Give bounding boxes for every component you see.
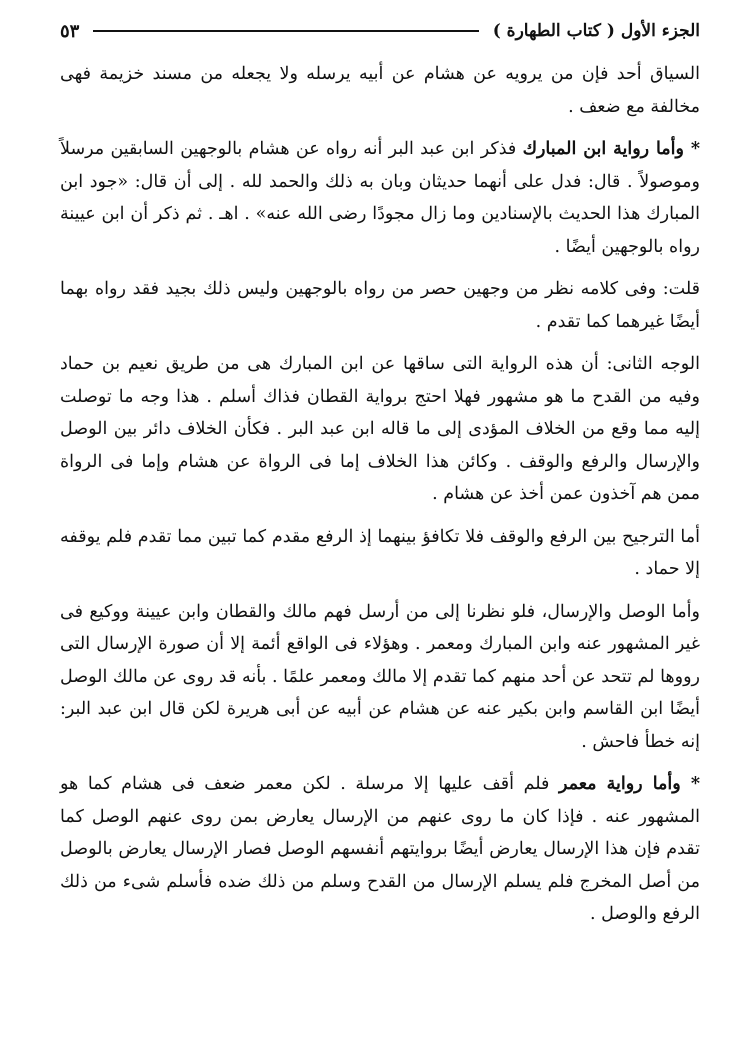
paragraph: [60, 273, 700, 338]
paragraph: [60, 521, 700, 586]
paragraph: [60, 133, 700, 263]
paragraph-text: أما الترجيح بين الرفع والوقف فلا تكافؤ بينهما إذ الرفع مقدم كما تبين مما تقدم فلم يوقفه إلا حماد .: [60, 526, 700, 579]
paragraph: [60, 348, 700, 511]
running-title: الجزء الأول ( كتاب الطهارة ): [492, 21, 700, 41]
book-page: [60, 14, 700, 931]
paragraph-lead: * وأما رواية ابن المبارك: [522, 139, 700, 159]
paragraph: [60, 768, 700, 931]
page-number: ٥٣: [60, 20, 80, 42]
paragraph-text: وأما الوصل والإرسال، فلو نظرنا إلى من أرسل فهم مالك والقطان وابن عيينة ووكيع فى غير المشهور عنه وابن المبارك ومعمر . وهؤلاء فى الواقع أئمة إلا أن صورة الإرسال التى رووها لم تتحد عن أحد منهم كما تقدم إلا مالك ومعمر علمًا . بأنه قد روى عن مالك الوصل أيضًا ابن القاسم وابن بكير عنه عن هشام عن أبيه عن أبى هريرة لكن قال ابن عبد البر: إنه خطأ فاحش .: [60, 601, 700, 752]
paragraph-text: فلم أقف عليها إلا مرسلة . لكن معمر ضعف فى هشام كما هو المشهور عنه . فإذا كان ما روى عنهم من الإرسال يعارض بمن روى عنهم الوصل كما تقدم فإن هذا الإرسال يعارض أيضًا بروايتهم أنفسهم الوصل فصار الإرسال يعارض بالوصل من أصل المخرج فلم يسلم الإرسال من القدح وسلم من ذلك ضده فأسلم شىء من ذلك الرفع والوصل .: [60, 774, 700, 924]
paragraph-text: السياق أحد فإن من يرويه عن هشام عن أبيه يرسله ولا يجعله من مسند خزيمة فهى مخالفة مع ضعف .: [60, 64, 700, 117]
paragraph-lead: * وأما رواية معمر: [558, 774, 700, 794]
paragraph: [60, 58, 700, 123]
page-header: [60, 14, 700, 48]
paragraph-text: قلت: وفى كلامه نظر من وجهين حصر من رواه بالوجهين وليس ذلك بجيد فقد رواه بهما أيضًا غيرهما كما تقدم .: [60, 279, 700, 332]
paragraph: [60, 596, 700, 759]
paragraph-text: فذكر ابن عبد البر أنه رواه عن هشام بالوجهين السابقين مرسلاً وموصولاً . قال: فدل على أنهما حديثان وبان به ذلك والحمد لله . إلى أن قال: «جود ابن المبارك هذا الحديث بالإسنادين وما زال مجودًا رضى الله عنه» . اهـ . ثم ذكر أن ابن عيينة رواه بالوجهين أيضًا .: [60, 139, 700, 257]
paragraph-text: الوجه الثانى: أن هذه الرواية التى ساقها عن ابن المبارك هى من طريق نعيم بن حماد وفيه من القدح ما هو مشهور فهلا احتج برواية القطان فذاك أسلم . هذا وجه ما توصلت إليه مما وقع من الخلاف المؤدى إلى ما قاله ابن عبد البر . فكأن الخلاف دائر بين الوصل والإرسال والرفع والوقف . وكائن هذا الخلاف إما فى الرواة عن هشام وإما فى الرواة ممن هم آخذون عمن أخذ عن هشام .: [60, 354, 700, 504]
header-rule: [93, 30, 478, 32]
